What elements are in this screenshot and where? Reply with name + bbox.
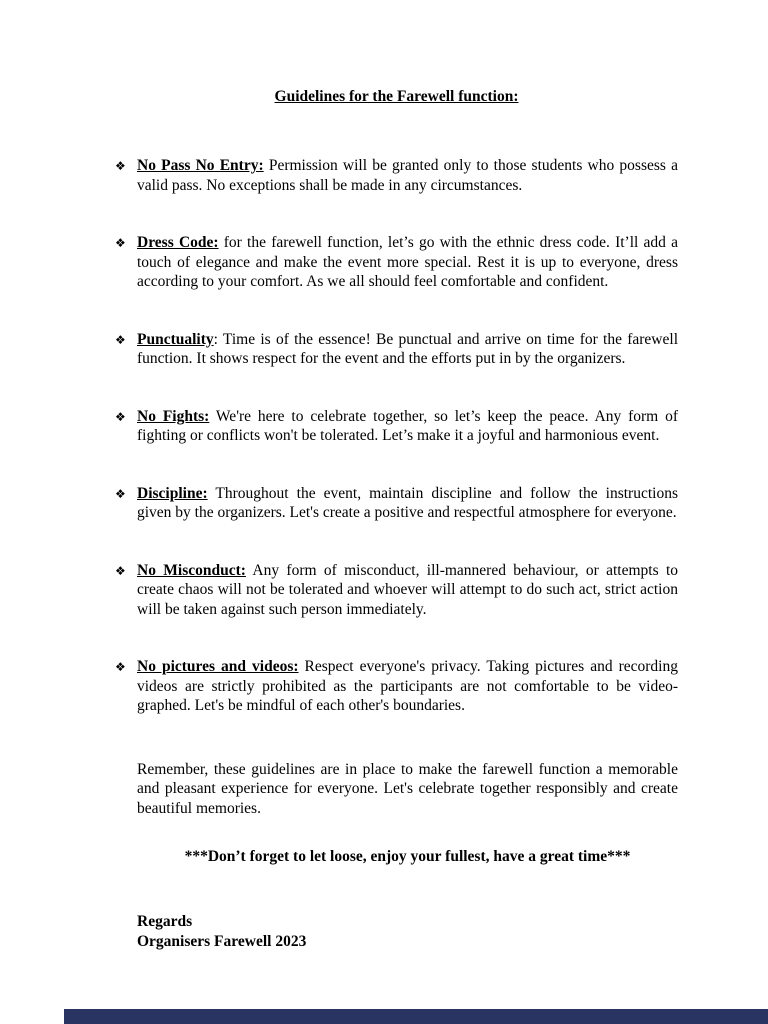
guideline-text [137,233,678,292]
guideline-text [137,407,678,446]
guideline-item-discipline [115,484,678,523]
organisers-label: Organisers Farewell 2023 [137,933,307,950]
guideline-text [137,156,678,195]
guideline-heading: Punctuality [137,330,214,348]
guideline-heading: Dress Code: [137,234,219,251]
guideline-heading: Discipline: [137,484,208,502]
guideline-text [137,330,678,369]
guideline-text [137,657,678,716]
guideline-body: Respect everyone's privacy. Taking pictures and recording videos are strictly prohibited as the participants are not comfortable to be video-graphed. Let's be mindful of each other's boundaries. [137,658,678,714]
guideline-heading: No pictures and videos: [137,658,299,675]
highlight-line: ***Don’t forget to let loose, enjoy your fullest, have a great time*** [184,848,631,865]
diamond-bullet-icon: ❖ [115,486,126,501]
signature-block [137,912,678,952]
guideline-item-punctuality [115,330,678,369]
guideline-body: Throughout the event, maintain discipline and follow the instructions given by the organizers. Let's create a positive and respectful atmosphere for everyone. [137,484,678,521]
guideline-body: Permission will be granted only to those students who possess a valid pass. No exceptions shall be made in any circumstances. [137,157,678,194]
guideline-body: : Time is of the essence! Be punctual and arrive on time for the farewell function. It shows respect for the event and the efforts put in by the organizers. [137,330,678,367]
diamond-bullet-icon: ❖ [115,563,126,578]
guideline-body: We're here to celebrate together, so let’s keep the peace. Any form of fighting or conflicts won't be tolerated. Let’s make it a joyful and harmonious event. [137,407,679,444]
diamond-bullet-icon: ❖ [115,159,126,173]
diamond-bullet-icon: ❖ [115,332,126,347]
regards-label: Regards [137,913,193,930]
guideline-heading: No Pass No Entry: [137,157,264,174]
guideline-text [137,561,678,620]
page-bottom-bar [64,1009,768,1024]
guideline-item-no-misconduct [115,561,678,620]
guideline-item-dress-code [115,233,678,292]
guideline-body: Any form of misconduct, ill-mannered behaviour, or attempts to create chaos will not be tolerated and whoever will attempt to do such act, strict action will be taken against such person immediately. [137,561,678,618]
guideline-item-no-pass-no-entry [115,156,678,195]
guideline-item-no-pictures-videos [115,657,678,716]
guideline-text [137,484,678,523]
page-title: Guidelines for the Farewell function: [274,88,519,105]
guideline-heading: No Fights: [137,407,210,425]
guideline-item-no-fights [115,407,678,446]
guideline-body: for the farewell function, let’s go with the ethnic dress code. It’ll add a touch of elegance and make the event more special. Rest it is up to everyone, dress according to your comfort. As we all should feel comfortable and confident. [137,234,679,290]
diamond-bullet-icon: ❖ [115,660,126,674]
guideline-heading: No Misconduct: [137,561,246,579]
diamond-bullet-icon: ❖ [115,236,126,250]
diamond-bullet-icon: ❖ [115,409,126,424]
closing-paragraph: Remember, these guidelines are in place to make the farewell function a memorable and pleasant experience for everyone. Let's celebrate together responsibly and create beautiful memories. [137,760,678,817]
